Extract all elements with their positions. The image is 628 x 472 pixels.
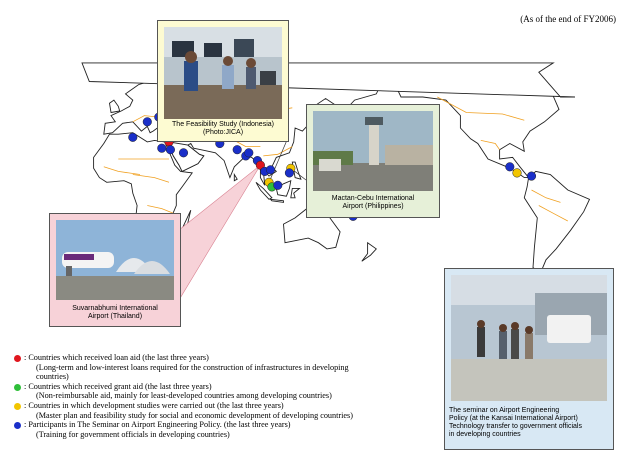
grant-dot-icon (14, 384, 21, 391)
study-marker (513, 169, 522, 178)
photo-seminar-caption-line-3: Technology transfer to government officials (449, 423, 582, 430)
landmass-britain (110, 100, 120, 112)
seminar-marker (506, 163, 515, 172)
legend-grant-desc-1: (Non-reimbursable aid, mainly for least-developed countries among developing countries) (36, 391, 332, 401)
leader-wedge-thailand (179, 165, 260, 300)
photo-philippines-caption-line-2: Airport (Philippines) (342, 203, 404, 210)
photo-seminar-caption-line-1: The seminar on Airport Engineering (449, 407, 560, 414)
seminar-marker (285, 169, 294, 178)
study-dot-icon (14, 403, 21, 410)
seminar-marker (274, 181, 283, 190)
legend-seminar-desc-1: (Training for government officials in developing countries) (36, 429, 230, 439)
landmass-java (271, 199, 284, 202)
legend (12, 353, 452, 439)
control-room-image (164, 27, 282, 119)
legend-loan-desc-2: countries) (36, 372, 69, 382)
legend-item-study (12, 401, 452, 420)
seminar-marker (245, 149, 254, 158)
photo-seminar-caption-line-4: in developing countries (449, 431, 521, 438)
legend-study-desc-1: (Master plan and feasibility study for social and economic development of developing countries) (36, 410, 353, 420)
photo-seminar-caption (449, 407, 609, 439)
photo-indonesia-caption-line-2: (Photo:JICA) (202, 129, 244, 136)
photo-thailand-caption (54, 305, 176, 321)
landmass-srilanka (234, 175, 237, 181)
legend-grant-label: : Countries which received grant aid (the last three years) (24, 381, 212, 391)
photo-seminar (444, 268, 614, 450)
seminar-dot-icon (14, 422, 21, 429)
photo-philippines-caption-line-1: Mactan-Cebu International (331, 195, 415, 202)
legend-loan-desc-1: (Long-term and low-interest loans required for the construction of infrastructures in developing (36, 362, 349, 372)
legend-item-seminar (12, 420, 452, 439)
seminar-marker (527, 172, 536, 181)
legend-item-grant (12, 382, 452, 401)
landmass-southamerica (524, 171, 589, 273)
seminar-marker (166, 145, 175, 154)
landmass-newzealand (362, 243, 377, 262)
photo-indonesia-study (157, 20, 289, 142)
seminar-marker (179, 149, 188, 158)
photo-thailand-caption-line-1: Suvarnabhumi International (72, 305, 158, 312)
photo-thailand-airport (49, 213, 181, 327)
mactan-cebu-image (313, 111, 433, 191)
loan-dot-icon (14, 355, 21, 362)
seminar-marker (266, 166, 275, 175)
photo-philippines-caption (311, 195, 435, 211)
legend-item-loan (12, 353, 452, 382)
landmass-sulawesi (291, 188, 300, 197)
legend-seminar-label: : Participants in The Seminar on Airport Engineering Policy. (the last three years) (24, 420, 291, 430)
photo-indonesia-caption-line-1: The Feasibility Study (Indonesia) (172, 121, 274, 128)
photo-indonesia-caption (162, 121, 284, 137)
seminar-marker (129, 133, 138, 142)
photo-thailand-caption-line-2: Airport (Thailand) (87, 313, 143, 320)
legend-study-label: : Countries in which development studies were carried out (the last three years) (24, 400, 284, 410)
legend-loan-label: : Countries which received loan aid (the last three years) (24, 353, 209, 362)
seminar-marker (233, 145, 242, 154)
date-note: (As of the end of FY2006) (520, 14, 616, 24)
suvarnabhumi-image (56, 220, 174, 300)
seminar-marker (143, 118, 152, 127)
photo-philippines-airport (306, 104, 440, 218)
seminar-image (451, 275, 607, 401)
photo-seminar-caption-line-2: Policy (at the Kansai International Airport) (449, 415, 578, 422)
seminar-marker (158, 144, 167, 153)
